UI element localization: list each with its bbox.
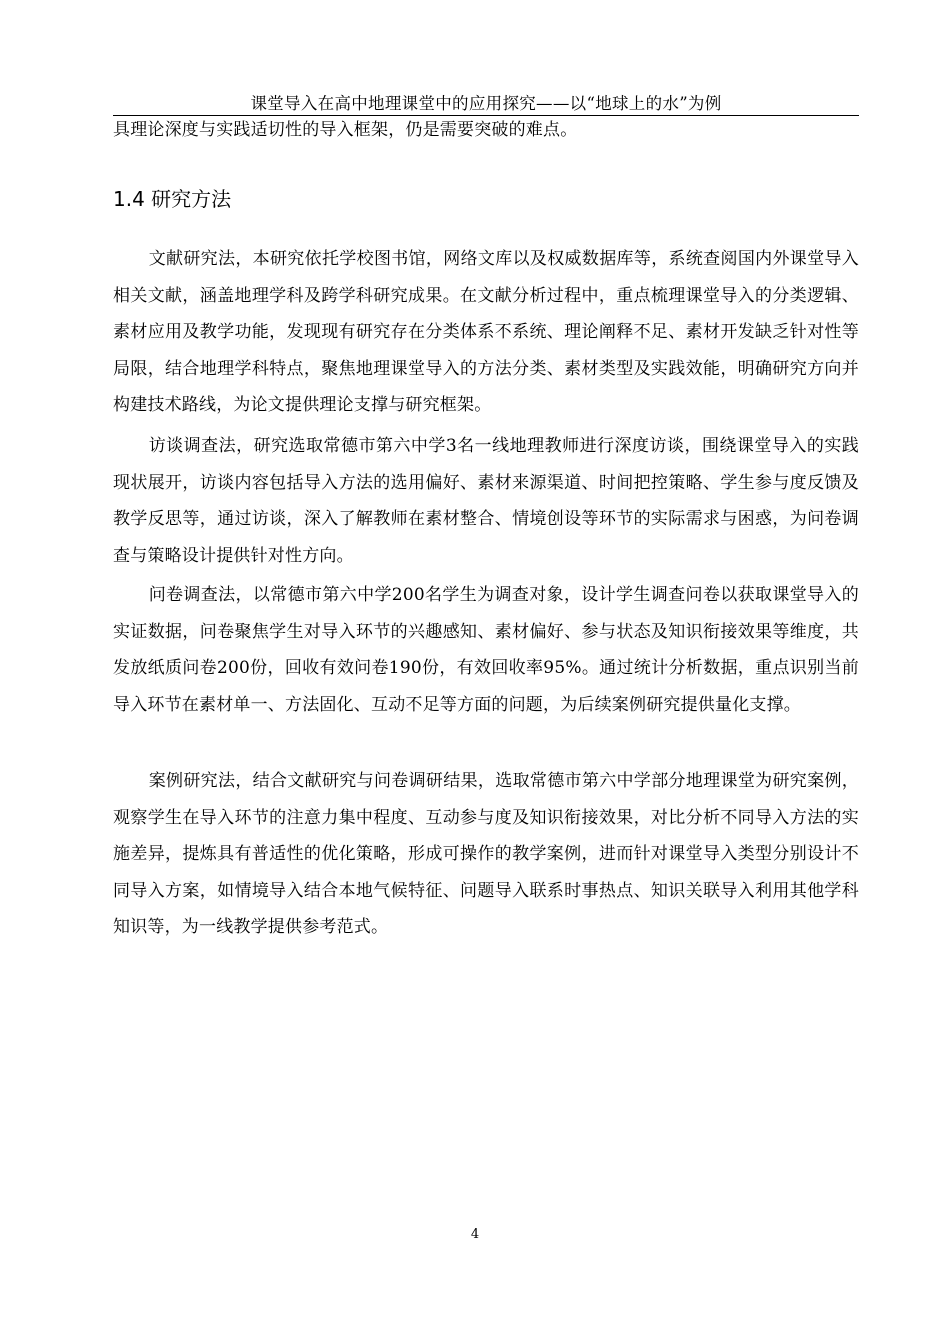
paragraph-case-study: 案例研究法，结合文献研究与问卷调研结果，选取常德市第六中学部分地理课堂为研究案例，观察学生在导入环节的注意力集中程度、互动参与度及知识衔接效果，对比分析不同导入方法的实施差异，提炼具有普适性的优化策略，形成可操作的教学案例，进而针对课堂导入类型分别设计不同导入方案，如情境导入结合本地气候特征、问题导入联系时事热点、知识关联导入利用其他学科知识等，为一线教学提供参考范式。 xyxy=(113,771,859,937)
page-number: 4 xyxy=(470,1227,480,1242)
section-heading: 1.4 研究方法 xyxy=(113,187,232,211)
running-header: 课堂导入在高中地理课堂中的应用探究——以“地球上的水”为例 xyxy=(250,94,722,113)
paragraph-questionnaire-survey: 问卷调查法，以常德市第六中学200名学生为调查对象，设计学生调查问卷以获取课堂导入的实证数据，问卷聚焦学生对导入环节的兴趣感知、素材偏好、参与状态及知识衔接效果等维度，共发放纸质问卷200份，回收有效问卷190份，有效回收率95%。通过统计分析数据，重点识别当前导入环节在素材单一、方法固化、互动不足等方面的问题，为后续案例研究提供量化支撑。 xyxy=(113,585,859,715)
continuation-paragraph: 具理论深度与实践适切性的导入框架，仍是需要突破的难点。 xyxy=(113,120,578,140)
paragraph-interview-survey: 访谈调查法，研究选取常德市第六中学3名一线地理教师进行深度访谈，围绕课堂导入的实践现状展开，访谈内容包括导入方法的选用偏好、素材来源渠道、时间把控策略、学生参与度反馈及教学反思等，通过访谈，深入了解教师在素材整合、情境创设等环节的实际需求与困惑，为问卷调查与策略设计提供针对性方向。 xyxy=(113,436,859,566)
paragraph-literature-research: 文献研究法，本研究依托学校图书馆，网络文库以及权威数据库等，系统查阅国内外课堂导入相关文献，涵盖地理学科及跨学科研究成果。在文献分析过程中，重点梳理课堂导入的分类逻辑、素材应用及教学功能，发现现有研究存在分类体系不系统、理论阐释不足、素材开发缺乏针对性等局限，结合地理学科特点，聚焦地理课堂导入的方法分类、素材类型及实践效能，明确研究方向并构建技术路线，为论文提供理论支撑与研究框架。 xyxy=(113,249,859,415)
